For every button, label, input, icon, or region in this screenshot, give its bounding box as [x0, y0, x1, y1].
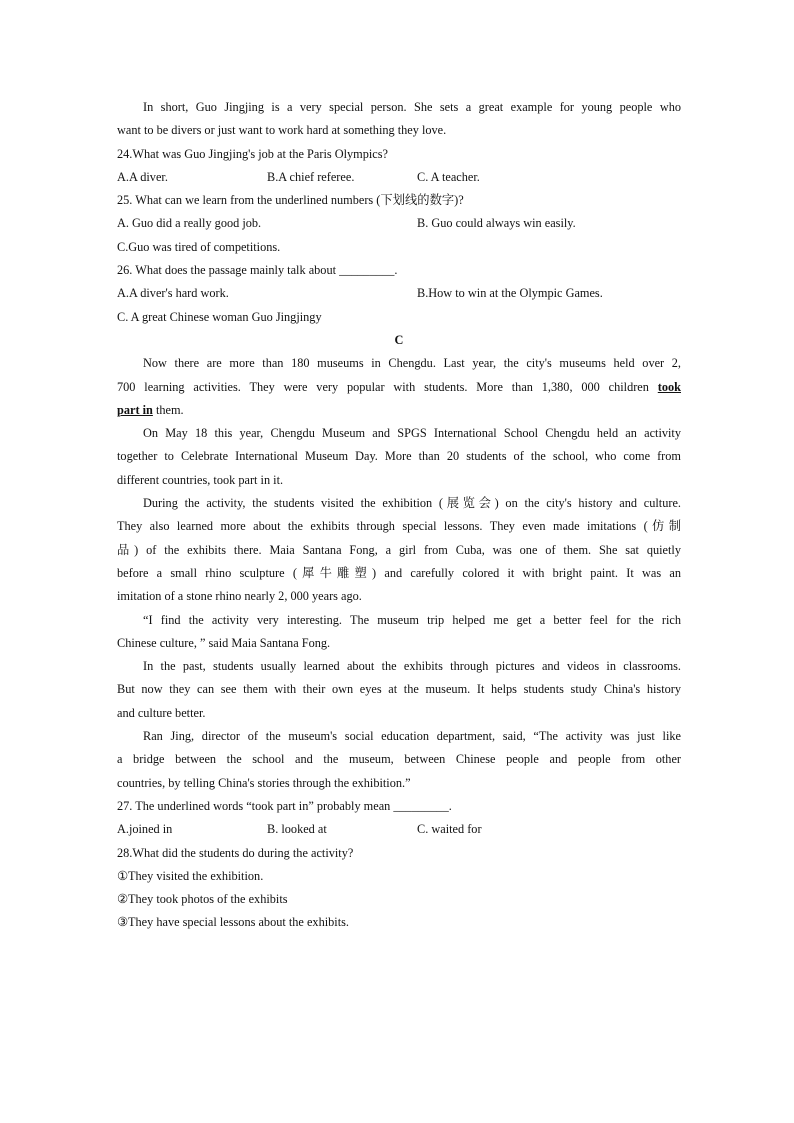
- question-27-options: [117, 818, 681, 841]
- question-24-options: [117, 166, 681, 189]
- option-a: A.A diver.: [117, 169, 168, 184]
- question-28-stem: 28.What did the students do during the activity?: [117, 845, 354, 860]
- paragraph-line: They also learned more about the exhibits through special lessons. They even made imitations (仿制: [117, 519, 681, 534]
- paragraph-line: before a small rhino sculpture (犀牛雕塑) and carefully colored it with bright paint. It was an: [117, 565, 681, 580]
- paragraph-line: countries, by telling China's stories through the exhibition.”: [117, 775, 411, 790]
- question-25-options: [117, 212, 681, 235]
- paragraph-text: 700 learning activities. They were very popular with students. More than 1,380, 000 children: [117, 379, 649, 394]
- option-c: C. A teacher.: [417, 169, 480, 184]
- paragraph-line: Chinese culture, ” said Maia Santana Fong.: [117, 635, 331, 650]
- paragraph-text: them.: [155, 402, 184, 417]
- option-c: C.Guo was tired of competitions.: [117, 239, 281, 254]
- option-a: A.A diver's hard work.: [117, 286, 229, 301]
- option-b: B. Guo could always win easily.: [417, 216, 576, 231]
- paragraph-line: Now there are more than 180 museums in Chengdu. Last year, the city's museums held over 2,: [143, 356, 681, 371]
- underlined-phrase: part in: [117, 402, 153, 417]
- option-c: C. A great Chinese woman Guo Jingjingy: [117, 309, 322, 324]
- paragraph-line: [117, 399, 681, 422]
- option-c: C. waited for: [417, 822, 482, 837]
- option-a: A.joined in: [117, 822, 173, 837]
- question-25-stem: 25. What can we learn from the underlined numbers (下划线的数字)?: [117, 193, 464, 208]
- paragraph-line: During the activity, the students visited the exhibition (展览会) on the city's history and culture.: [143, 496, 681, 511]
- list-item: ③They have special lessons about the exhibits.: [117, 915, 349, 930]
- question-26-options: [117, 282, 681, 305]
- paragraph-line: Ran Jing, director of the museum's social education department, said, “The activity was just like: [143, 729, 681, 744]
- paragraph-line: “I find the activity very interesting. The museum trip helped me get a better feel for the rich: [143, 612, 681, 627]
- question-24-stem: 24.What was Guo Jingjing's job at the Paris Olympics?: [117, 146, 389, 161]
- paragraph-line: imitation of a stone rhino nearly 2, 000 years ago.: [117, 589, 362, 604]
- paragraph-line: want to be divers or just want to work hard at something they love.: [117, 123, 447, 138]
- document-page: [117, 96, 681, 935]
- paragraph-line: [117, 376, 681, 399]
- question-27-stem: 27. The underlined words “took part in” probably mean _________.: [117, 798, 452, 813]
- option-a: A. Guo did a really good job.: [117, 216, 262, 231]
- option-b: B. looked at: [267, 822, 327, 837]
- section-heading: C: [394, 332, 404, 347]
- paragraph-line: In short, Guo Jingjing is a very special person. She sets a great example for young people who: [143, 100, 681, 114]
- paragraph-line: together to Celebrate International Museum Day. More than 20 students of the school, who come from: [117, 449, 681, 464]
- list-item: ②They took photos of the exhibits: [117, 892, 288, 907]
- paragraph-line: On May 18 this year, Chengdu Museum and SPGS International School Chengdu held an activity: [143, 426, 681, 441]
- list-item: ①They visited the exhibition.: [117, 868, 264, 883]
- option-b: B.A chief referee.: [267, 169, 355, 184]
- paragraph-line: In the past, students usually learned about the exhibits through pictures and videos in classrooms.: [143, 659, 681, 674]
- question-26-stem: 26. What does the passage mainly talk about _________.: [117, 263, 398, 278]
- paragraph-line: a bridge between the school and the museum, between Chinese people and people from other: [117, 752, 681, 767]
- paragraph-line: 品) of the exhibits there. Maia Santana Fong, a girl from Cuba, was one of them. She sat quietly: [117, 542, 681, 557]
- paragraph-line: different countries, took part in it.: [117, 472, 284, 487]
- option-b: B.How to win at the Olympic Games.: [417, 286, 603, 301]
- paragraph-line: But now they can see them with their own eyes at the museum. It helps students study China's history: [117, 682, 681, 697]
- underlined-phrase: took: [657, 379, 681, 394]
- paragraph-line: and culture better.: [117, 705, 206, 720]
